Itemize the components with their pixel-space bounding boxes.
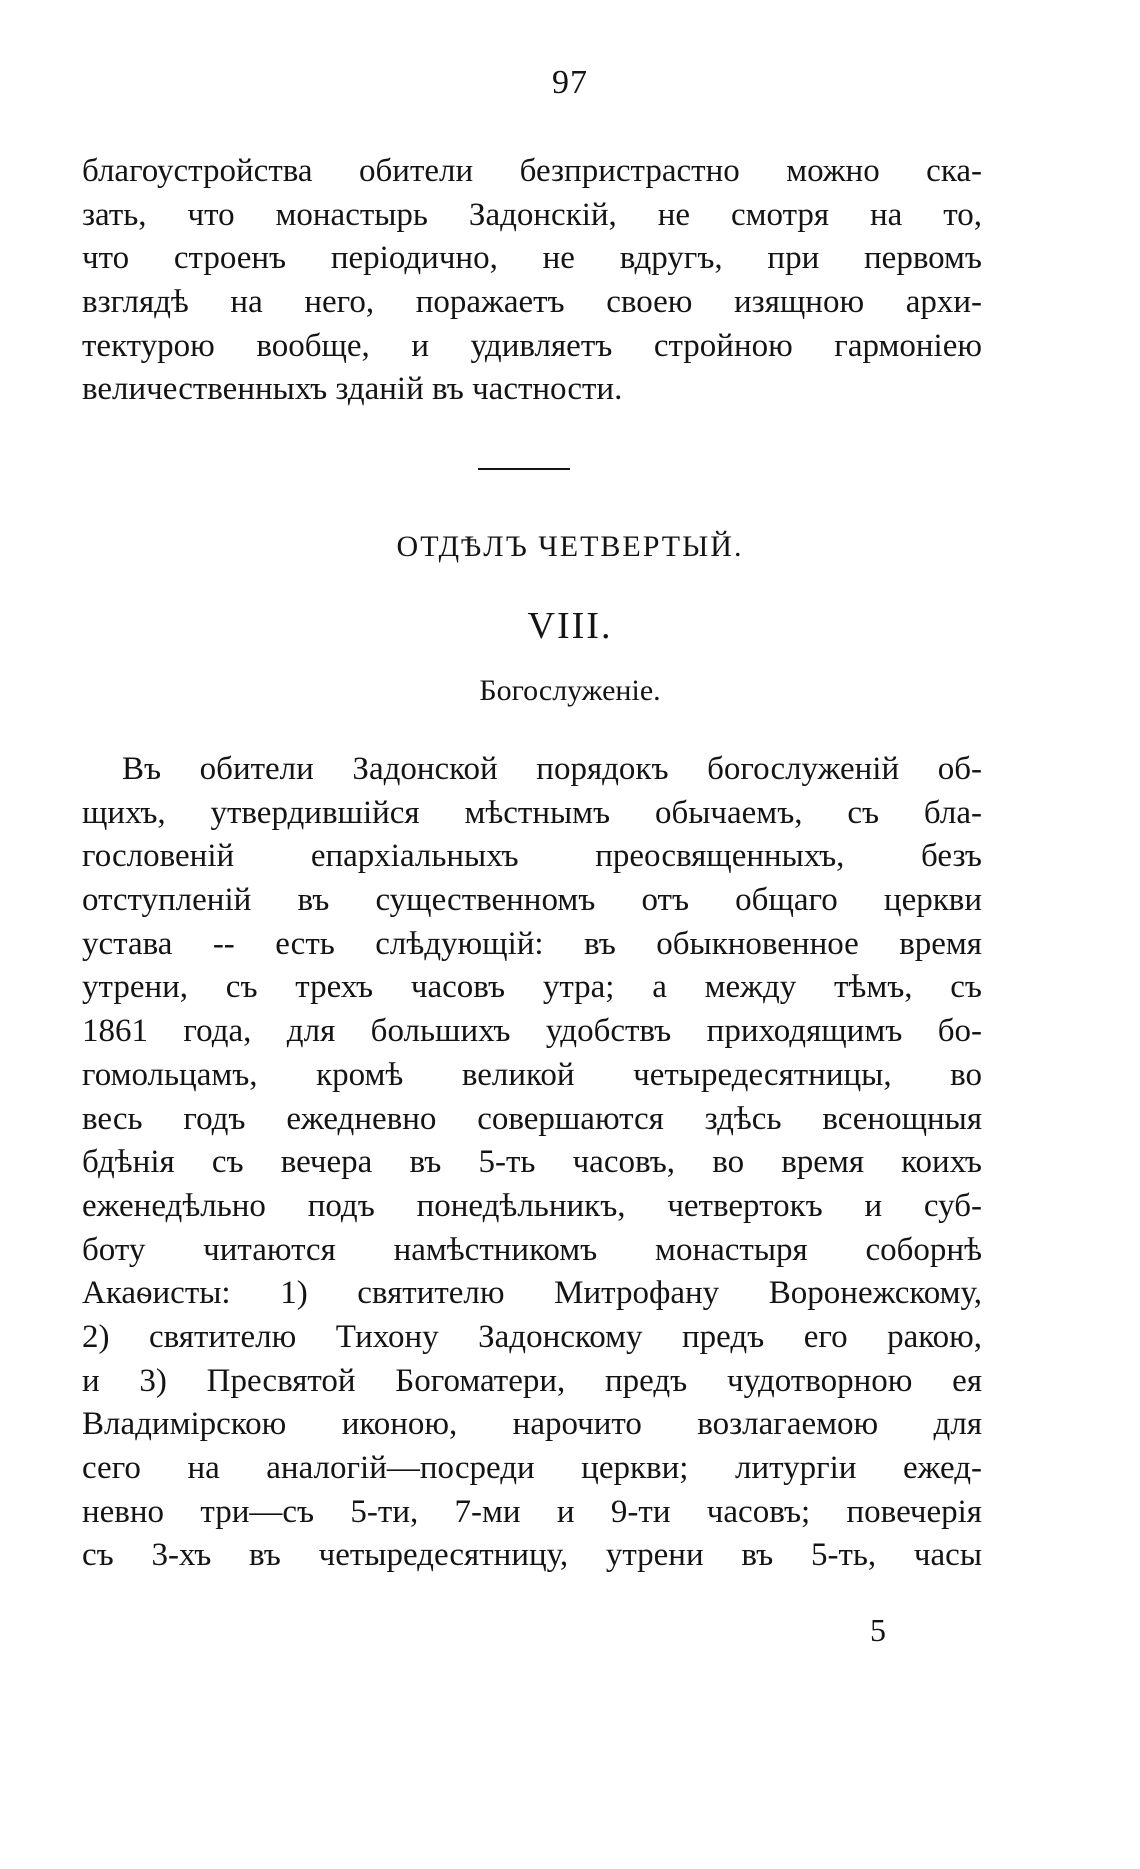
text-line: щихъ, утвердившійся мѣстнымъ обычаемъ, съ бла- [82,794,982,831]
text-line: что строенъ періодично, не вдругъ, при первомъ [82,240,982,277]
section-divider [478,468,570,470]
text-line: 2) святителю Тихону Задонскому предъ его ракою, [82,1318,982,1355]
paragraph-1 [82,150,982,412]
text-line: сего на аналогій—посреди церкви; литургіи ежед- [82,1450,982,1486]
text-line: утрени, съ трехъ часовъ утра; а между тѣмъ, съ [82,969,982,1006]
text-line: величественныхъ зданій въ частности. [82,371,623,408]
text-line: съ 3-хъ въ четыредесятницу, утрени въ 5-ть, часы [82,1537,982,1574]
chapter-title: Богослуженіе. [479,674,661,707]
text-line: тектурою вообще, и удивляетъ стройною гармоніею [82,327,982,364]
text-line: бдѣнія съ вечера въ 5-ть часовъ, во время коихъ [82,1144,982,1181]
text-line: Владимірскою иконою, нарочито возлагаемою для [82,1406,982,1443]
text-line: весь годъ ежедневно совершаются здѣсь всенощныя [82,1100,982,1137]
text-line: зать, что монастырь Задонскій, не смотря на то, [82,196,982,233]
signature-mark: 5 [870,1612,886,1648]
text-line: отступленій въ существенномъ отъ общаго церкви [82,882,982,919]
section-title: ОТДѢЛЪ ЧЕТВЕРТЫЙ. [396,530,744,563]
text-line: Акаѳисты: 1) святителю Митрофану Воронежскому, [82,1275,982,1312]
text-line: боту читаются намѣстникомъ монастыря соборнѣ [82,1231,982,1268]
text-line: устава -- есть слѣдующій: въ обыкновенное время [82,925,982,962]
text-line: 1861 года, для большихъ удобствъ приходящимъ бо- [82,1013,982,1050]
text-line: Въ обители Задонской порядокъ богослуженій об- [122,751,982,787]
paragraph-2 [82,748,982,1578]
text-line: гомольцамъ, кромѣ великой четыредесятницы, во [82,1056,982,1093]
text-line: благоустройства обители безпристрастно можно ска- [82,153,982,189]
text-line: взглядѣ на него, поражаетъ своею изящною архи- [82,284,982,321]
text-line: и 3) Пресвятой Богоматери, предъ чудотворною ея [82,1362,982,1399]
chapter-number: VIII. [527,605,613,647]
text-line: гословеній епархіальныхъ преосвященныхъ, безъ [82,838,982,875]
page-number: 97 [552,64,588,101]
text-line: невно три—съ 5-ти, 7-ми и 9-ти часовъ; повечерія [82,1493,982,1530]
text-line: еженедѣльно подъ понедѣльникъ, четвертокъ и суб- [82,1187,982,1224]
